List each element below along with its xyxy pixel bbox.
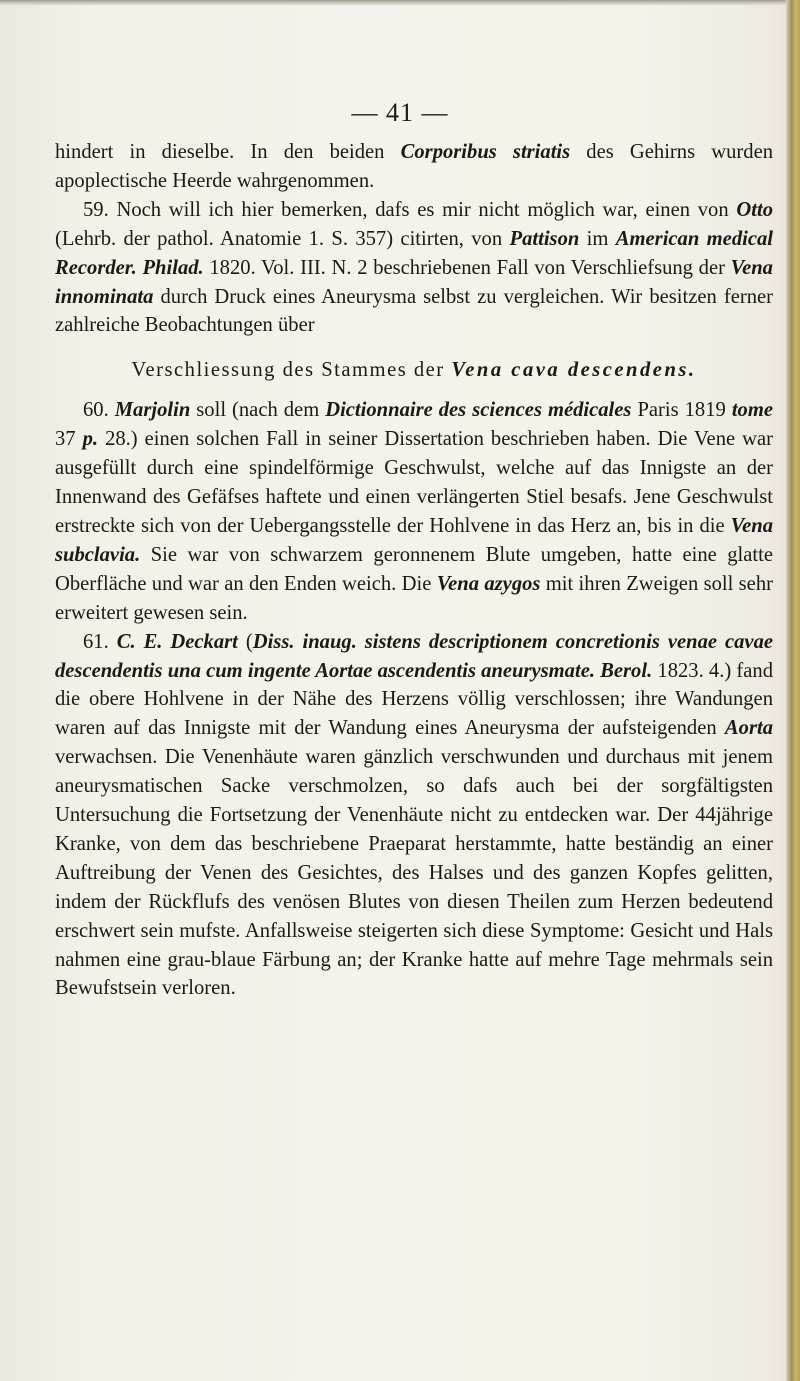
body-text xyxy=(55,138,773,1003)
paragraph-number: 59. xyxy=(83,198,109,221)
paragraph-number: 60. xyxy=(83,399,109,422)
paragraph-number: 61. xyxy=(83,630,109,653)
section-heading: Verschliessung des Stammes der Vena cava descendens. xyxy=(131,359,697,382)
page-top-edge xyxy=(0,0,800,6)
paragraph-58-end: hindert in dieselbe. In den beiden Corporibus striatis des Gehirns wurden apoplectische Heerde wahrgenommen. xyxy=(55,141,774,192)
page-binding-edge xyxy=(786,0,800,1381)
paragraph-61: 61. C. E. Deckart (Diss. inaug. sistens descriptionem concretionis venae cavae descendentis una cum ingente Aortae ascendentis aneurysmate. Berol. 1823. 4.) fand die obere Hohlvene in der Nähe des Herzens völlig verschlossen; ihre Wandungen waren auf das Innigste mit der Wandung eines Aneurysma der aufsteigenden Aorta verwachsen. Die Venenhäute waren gänzlich verschwunden und durchaus mit jenem aneurysmatischen Sacke verschmolzen, so dafs auch bei der sorgfältigsten Untersuchung die Fortsetzung der Venenhäute nicht zu entdecken war. Der 44jährige Kranke, von dem das beschriebene Praeparat herstammte, hatte beständig an einer Auftreibung der Venen des Gesichtes, des Halses und des ganzen Kopfes gelitten, indem der Rückflufs des venösen Blutes von diesen Theilen zum Herzen bedeutend erschwert sein mufste. Anfallsweise steigerten sich diese Symptome: Gesicht und Hals nahmen eine grau-blaue Färbung an; der Kranke hatte auf mehre Tage mehrmals sein Bewufstsein verloren. xyxy=(55,630,773,1000)
page-number: — 41 — xyxy=(351,98,449,127)
paragraph-60: 60. Marjolin soll (nach dem Dictionnaire des sciences médicales Paris 1819 tome 37 p. 28.) einen solchen Fall in seiner Dissertation beschrieben haben. Die Vene war ausgefüllt durch eine spindelförmige Geschwulst, welche auf das Innigste an der Innenwand des Gefäfses haftete und einen verlängerten Stiel besafs. Jene Geschwulst erstreckte sich von der Uebergangsstelle der Hohlvene in das Herz an, bis in die Vena subclavia. Sie war von schwarzem geronnenem Blute umgeben, hatte eine glatte Oberfläche und war an den Enden weich. Die Vena azygos mit ihren Zweigen soll sehr erweitert gewesen sein. xyxy=(55,399,773,624)
paragraph-59: 59. Noch will ich hier bemerken, dafs es mir nicht möglich war, einen von Otto (Lehrb. der pathol. Anatomie 1. S. 357) citirten, von Pattison im American medical Recorder. Philad. 1820. Vol. III. N. 2 beschriebenen Fall von Verschliefsung der Vena innominata durch Druck eines Aneurysma selbst zu vergleichen. Wir besitzen ferner zahlreiche Beobachtungen über xyxy=(55,198,773,337)
